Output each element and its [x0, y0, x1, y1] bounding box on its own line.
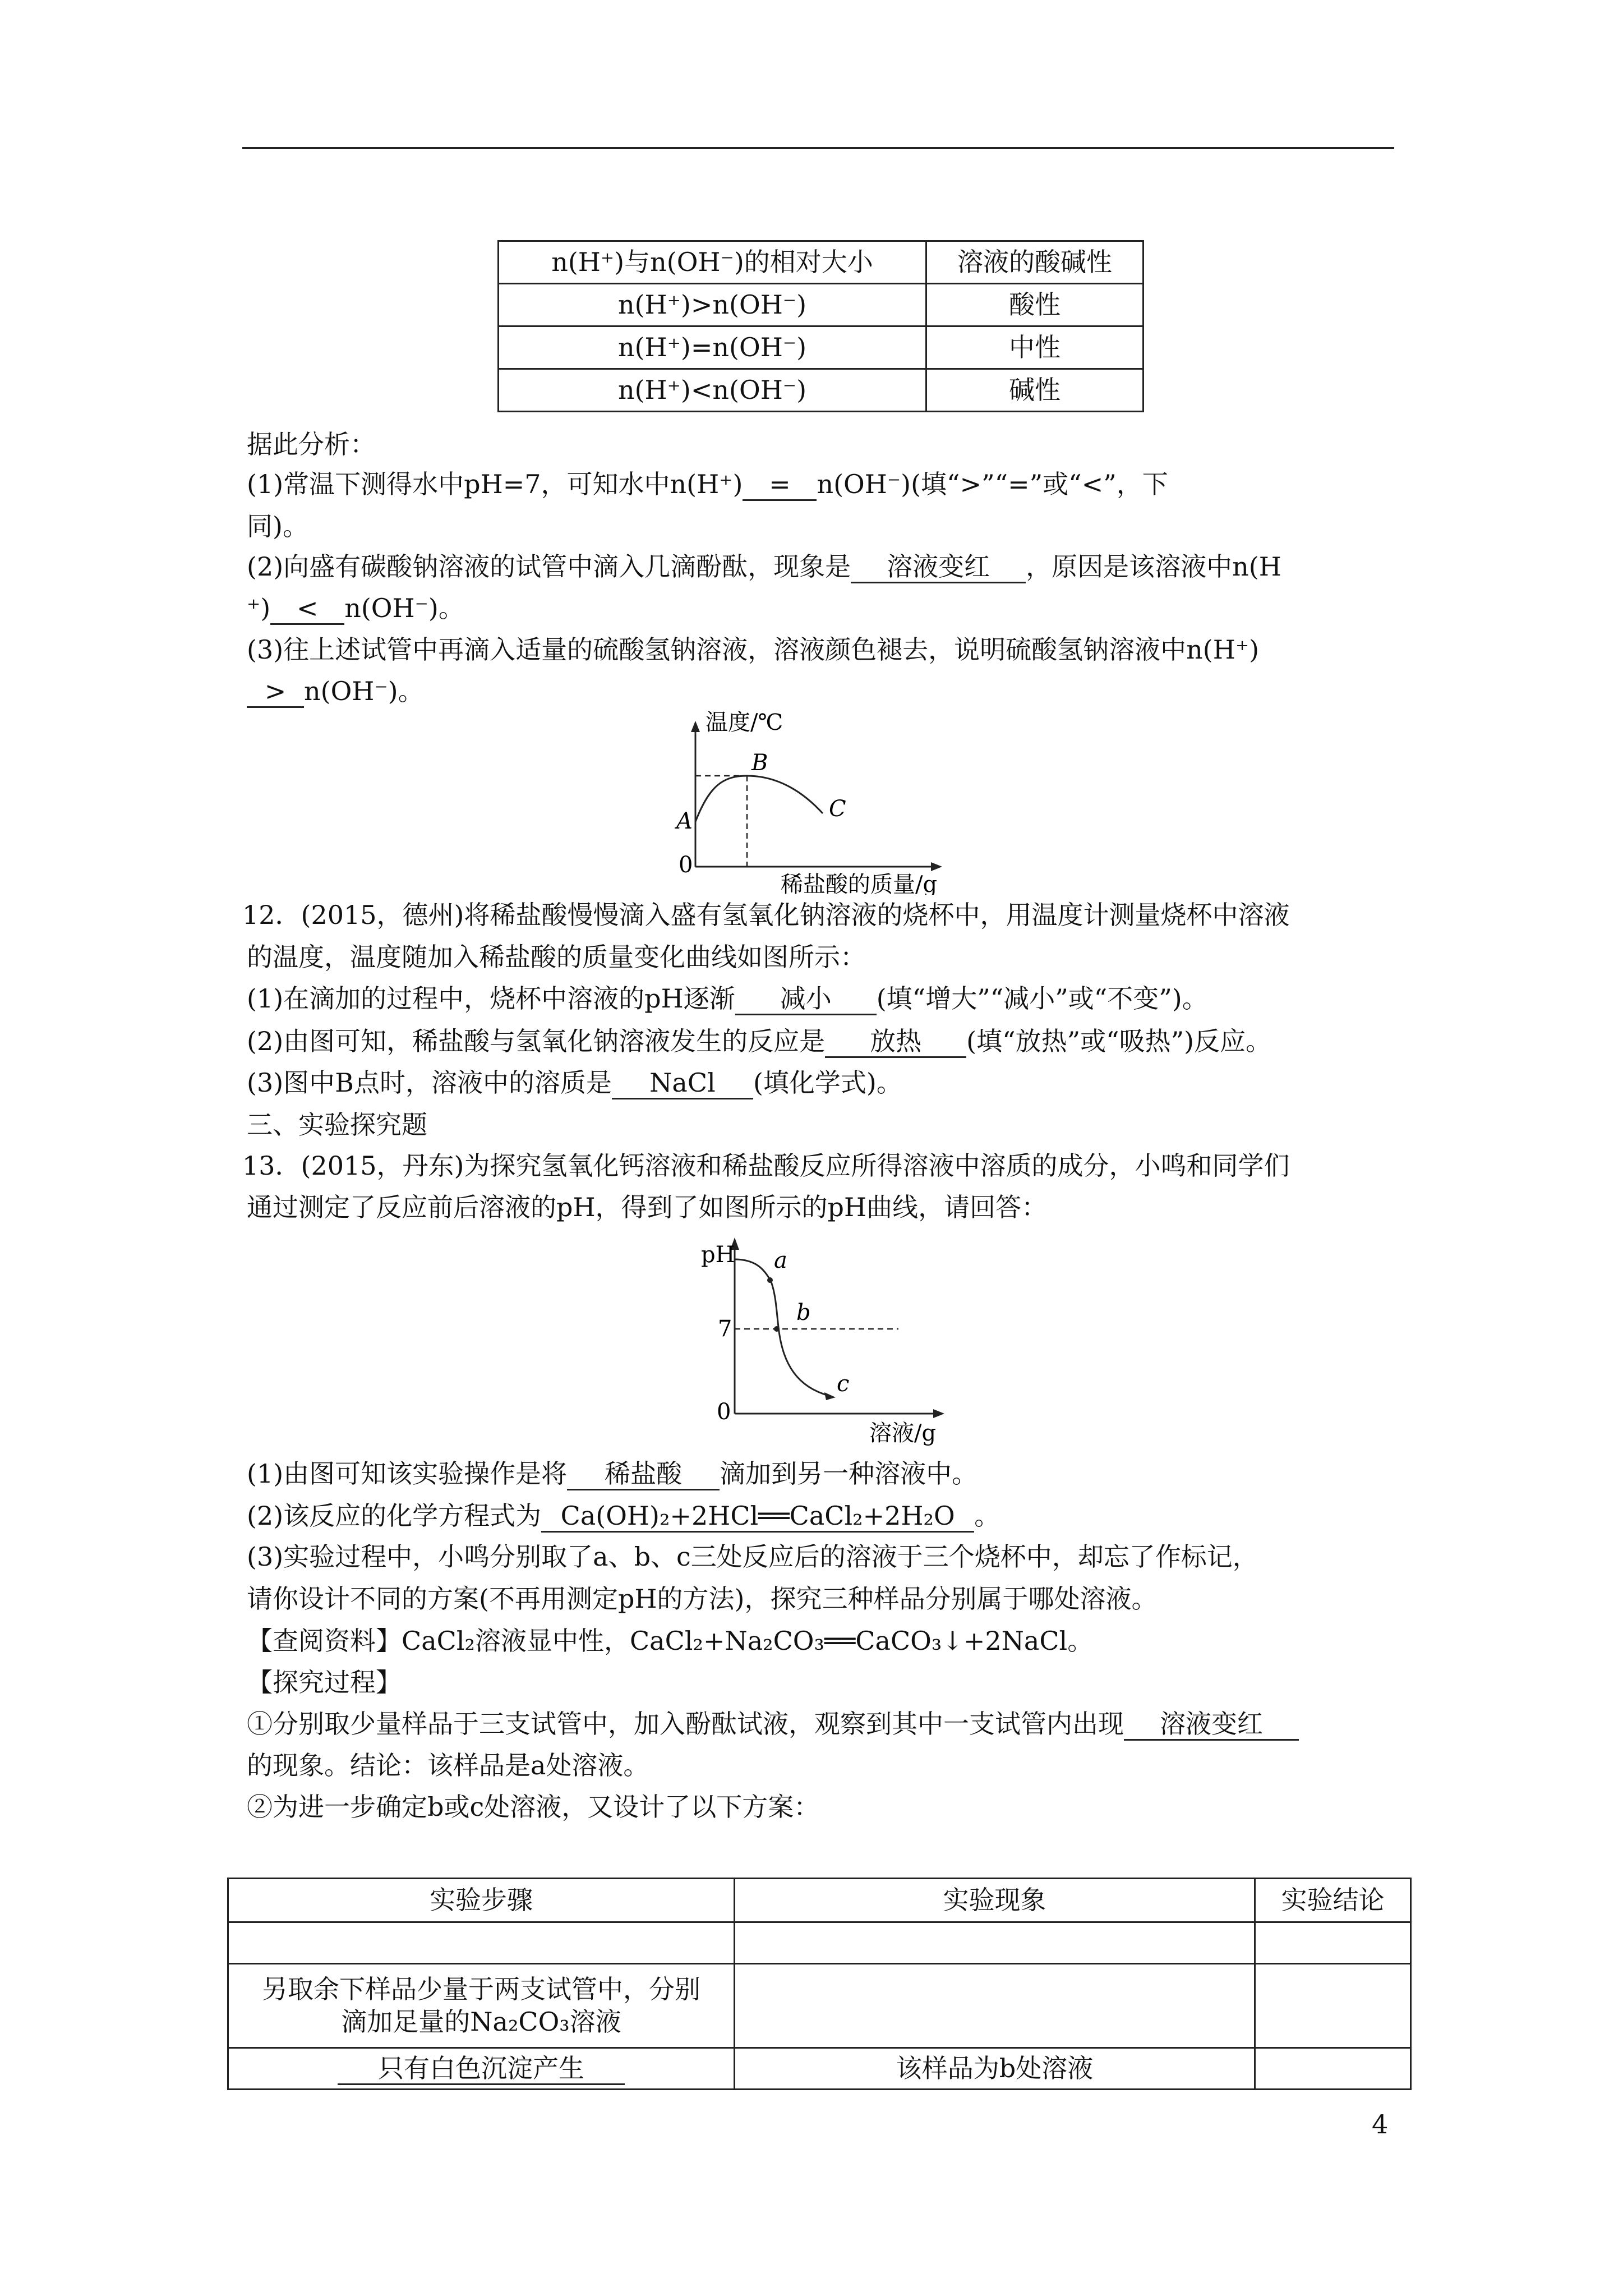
- answer-blank: NaCl: [612, 1068, 753, 1099]
- q11-part3-cont: > n(OH⁻)。: [247, 674, 424, 708]
- x-axis-label: 溶液/g: [869, 1420, 937, 1446]
- table-header-cell: 实验结论: [1255, 1879, 1411, 1922]
- q11-part1-cont: 同)。: [247, 511, 308, 541]
- table-row: [228, 2048, 1411, 2090]
- ph-curve-svg: [690, 1228, 981, 1447]
- q12-stem-line2: 的温度，温度随加入稀盐酸的质量变化曲线如图所示：: [247, 942, 866, 972]
- experiment-table: [227, 1878, 1412, 2090]
- q12-part2: (2)由图可知，稀盐酸与氢氧化钠溶液发生的反应是 放热 (填“放热”或“吸热”)反应。: [247, 1024, 1271, 1058]
- analysis-intro: 据此分析：: [247, 429, 376, 459]
- point-b-label: b: [796, 1300, 811, 1326]
- q11-part2-cont: ⁺) < n(OH⁻)。: [247, 591, 464, 625]
- q13-part3-line1: (3)实验过程中，小鸣分别取了a、b、c三处反应后的溶液于三个烧杯中，却忘了作标记，: [247, 1542, 1258, 1572]
- point-c-label: c: [837, 1371, 850, 1397]
- table-cell: 中性: [926, 326, 1144, 369]
- ph-curve-figure: [690, 1228, 981, 1450]
- point-a-marker: [767, 1277, 773, 1283]
- q13-part3-line2: 请你设计不同的方案(不再用测定pH的方法)，探究三种样品分别属于哪处溶液。: [247, 1584, 1158, 1614]
- table-cell: n(H⁺)=n(OH⁻): [499, 326, 926, 369]
- answer-blank: 只有白色沉淀产生: [338, 2053, 625, 2085]
- section-heading: 三、实验探究题: [247, 1110, 427, 1140]
- table-header-cell: 实验现象: [735, 1879, 1255, 1922]
- table-cell: [228, 1922, 735, 1964]
- table-header-cell: 溶液的酸碱性: [926, 241, 1144, 284]
- table-row: [228, 1922, 1411, 1964]
- answer-blank: 稀盐酸: [567, 1458, 720, 1490]
- table-cell: n(H⁺)<n(OH⁻): [499, 369, 926, 412]
- table-cell: [735, 1964, 1255, 2048]
- point-a-label: A: [676, 808, 693, 834]
- table-cell: [1255, 1964, 1411, 2048]
- table-cell-line: 滴加足量的Na₂CO₃溶液: [341, 2006, 621, 2037]
- page-number: 4: [1372, 2109, 1389, 2139]
- table-cell: [1255, 1922, 1411, 1964]
- table-cell: 该样品为b处溶液: [735, 2048, 1255, 2090]
- temperature-curve-figure: [656, 710, 970, 897]
- table-header-cell: n(H⁺)与n(OH⁻)的相对大小: [499, 241, 926, 284]
- q12-part3: (3)图中B点时，溶液中的溶质是 NaCl (填化学式)。: [247, 1066, 902, 1099]
- table-row: [499, 369, 1144, 412]
- answer-blank: 放热: [825, 1026, 966, 1058]
- q12-stem-line1: 12．(2015，德州)将稀盐酸慢慢滴入盛有氢氧化钠溶液的烧杯中，用温度计测量烧杯中溶液: [242, 900, 1290, 930]
- table-cell: 碱性: [926, 369, 1144, 412]
- table-cell: n(H⁺)>n(OH⁻): [499, 284, 926, 326]
- answer-blank: <: [270, 593, 344, 625]
- temperature-curve-svg: [656, 710, 970, 895]
- table-cell: [1255, 2048, 1411, 2090]
- q12-part1: (1)在滴加的过程中，烧杯中溶液的pH逐渐 减小 (填“增大”“减小”或“不变”)。: [247, 982, 1208, 1015]
- point-b-marker: [774, 1326, 780, 1332]
- table-row: [499, 326, 1144, 369]
- q13-stem-line1: 13．(2015，丹东)为探究氢氧化钙溶液和稀盐酸反应所得溶液中溶质的成分，小鸣和同学们: [242, 1151, 1290, 1181]
- table-row: [228, 1964, 1411, 2048]
- y-axis-label: 温度/℃: [706, 710, 783, 735]
- point-b-label: B: [751, 750, 768, 776]
- ph7-tick-label: 7: [718, 1316, 732, 1342]
- table-row: [499, 284, 1144, 326]
- y-axis-label: pH: [701, 1242, 735, 1268]
- table-row: [499, 241, 1144, 284]
- answer-blank: >: [247, 676, 304, 708]
- q13-step1-cont: 的现象。结论：该样品是a处溶液。: [247, 1750, 649, 1780]
- temperature-curve: [695, 776, 823, 822]
- x-axis-arrow: [933, 1409, 944, 1418]
- y-axis-arrow: [691, 721, 700, 732]
- q13-stem-line2: 通过测定了反应前后溶液的pH，得到了如图所示的pH曲线，请回答：: [247, 1192, 1048, 1222]
- q11-part3: (3)往上述试管中再滴入适量的硫酸氢钠溶液，溶液颜色褪去，说明硫酸氢钠溶液中n(H⁺): [247, 634, 1260, 665]
- origin-label: 0: [679, 852, 693, 878]
- curve-end-arrow: [824, 1392, 836, 1400]
- header-rule: [242, 147, 1394, 149]
- q13-part1: (1)由图可知该实验操作是将 稀盐酸 滴加到另一种溶液中。: [247, 1457, 978, 1490]
- table-cell: [228, 2048, 735, 2090]
- answer-blank: =: [743, 469, 817, 501]
- answer-blank: 减小: [735, 983, 877, 1015]
- acidity-table: [497, 240, 1144, 412]
- origin-label: 0: [717, 1399, 731, 1425]
- ph-curve: [735, 1259, 829, 1396]
- table-row: [228, 1879, 1411, 1922]
- q13-part2: (2)该反应的化学方程式为 Ca(OH)₂+2HCl══CaCl₂+2H₂O 。: [247, 1499, 1000, 1533]
- reference-info: 【查阅资料】CaCl₂溶液显中性，CaCl₂+Na₂CO₃══CaCO₃↓+2NaCl。: [247, 1626, 1094, 1656]
- answer-blank: 溶液变红: [851, 551, 1026, 583]
- point-a-label: a: [774, 1248, 787, 1273]
- q11-part1: (1)常温下测得水中pH=7，可知水中n(H⁺) = n(OH⁻)(填“>”“=”或“<”，下: [247, 467, 1168, 501]
- q13-step1: ①分别取少量样品于三支试管中，加入酚酞试液，观察到其中一支试管内出现 溶液变红: [247, 1707, 1299, 1741]
- x-axis-arrow: [931, 862, 942, 871]
- table-cell-line: 另取余下样品少量于两支试管中，分别: [262, 1974, 700, 2004]
- answer-blank: 溶液变红: [1124, 1709, 1299, 1741]
- table-cell: [228, 1964, 735, 2048]
- answer-blank: Ca(OH)₂+2HCl══CaCl₂+2H₂O: [541, 1501, 974, 1533]
- q13-step2: ②为进一步确定b或c处溶液，又设计了以下方案：: [247, 1792, 820, 1822]
- x-axis-label: 稀盐酸的质量/g: [781, 872, 938, 895]
- q11-part2: (2)向盛有碳酸钠溶液的试管中滴入几滴酚酞，现象是 溶液变红 ，原因是该溶液中n(H: [247, 550, 1281, 583]
- table-cell: [735, 1922, 1255, 1964]
- point-c-label: C: [829, 796, 846, 822]
- process-heading: 【探究过程】: [247, 1667, 402, 1697]
- table-cell: 酸性: [926, 284, 1144, 326]
- table-header-cell: 实验步骤: [228, 1879, 735, 1922]
